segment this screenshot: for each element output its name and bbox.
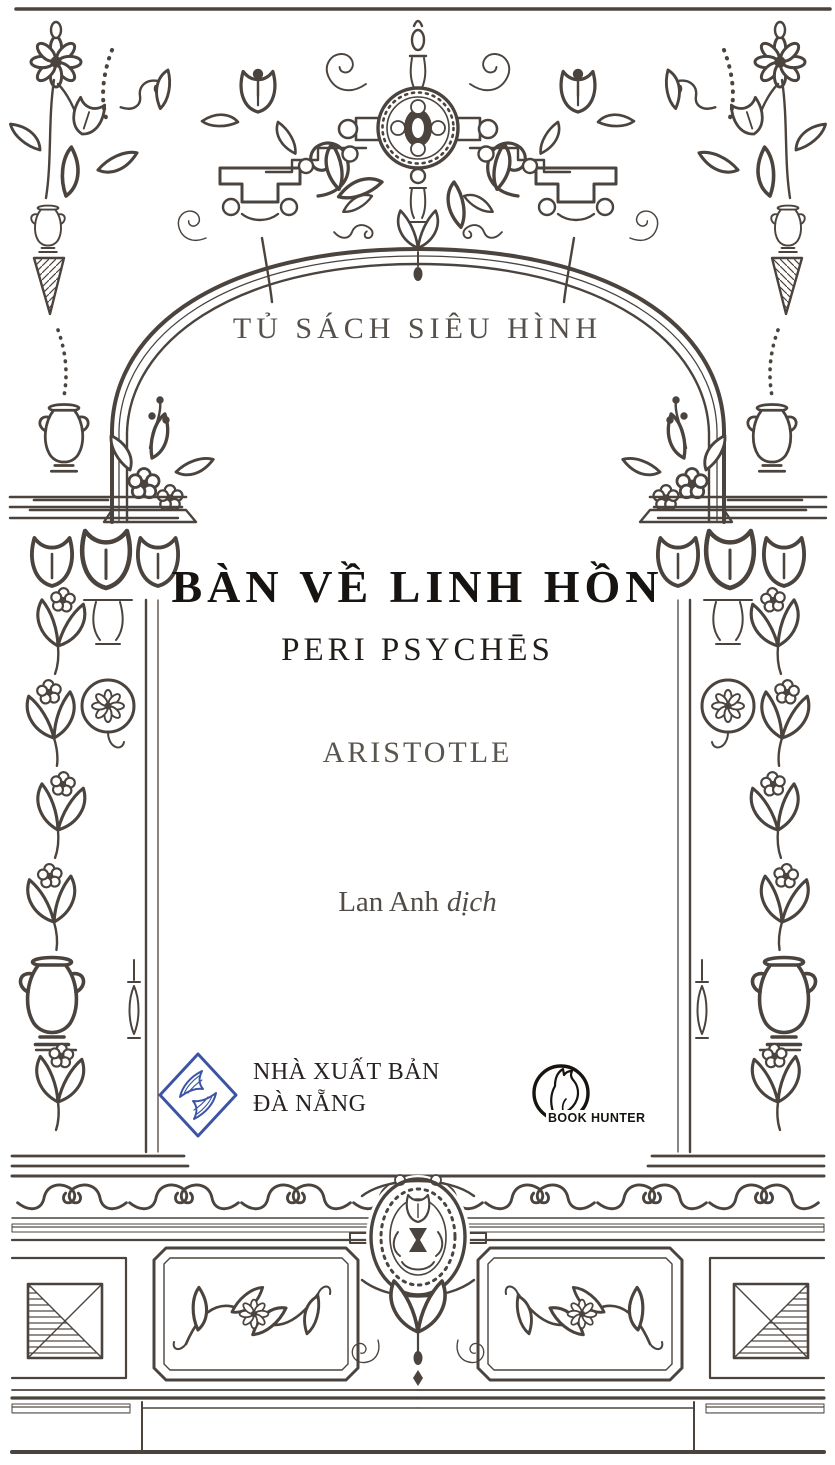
arch-foot-bouquet-ornament [101, 398, 213, 523]
publisher-name-line1: NHÀ XUẤT BẢN [253, 1059, 440, 1085]
author-name: ARISTOTLE [322, 736, 513, 769]
publisher-name-line2: ĐÀ NẴNG [253, 1091, 367, 1117]
series-title: TỦ SÁCH SIÊU HÌNH [232, 312, 603, 345]
plinth-base [12, 1390, 418, 1452]
corner-square-panel [12, 1258, 126, 1378]
nxb-danang-logo-icon [156, 1051, 240, 1139]
bottom-medallion-ornament [362, 1175, 474, 1386]
translator-line [0, 886, 835, 919]
book-title: BÀN VỀ LINH HỒN [171, 561, 664, 612]
translator-role: dịch [446, 886, 497, 918]
bottom-frieze-ornament [12, 1176, 418, 1240]
column-top-urn-ornament [30, 330, 112, 510]
book-hunter-label: BOOK HUNTER [548, 1111, 646, 1125]
book-subtitle: PERI PSYCHĒS [281, 632, 554, 668]
corner-flower-urn-ornament [7, 22, 180, 314]
publisher-name [253, 1056, 440, 1120]
translator-name: Lan Anh [338, 886, 439, 918]
